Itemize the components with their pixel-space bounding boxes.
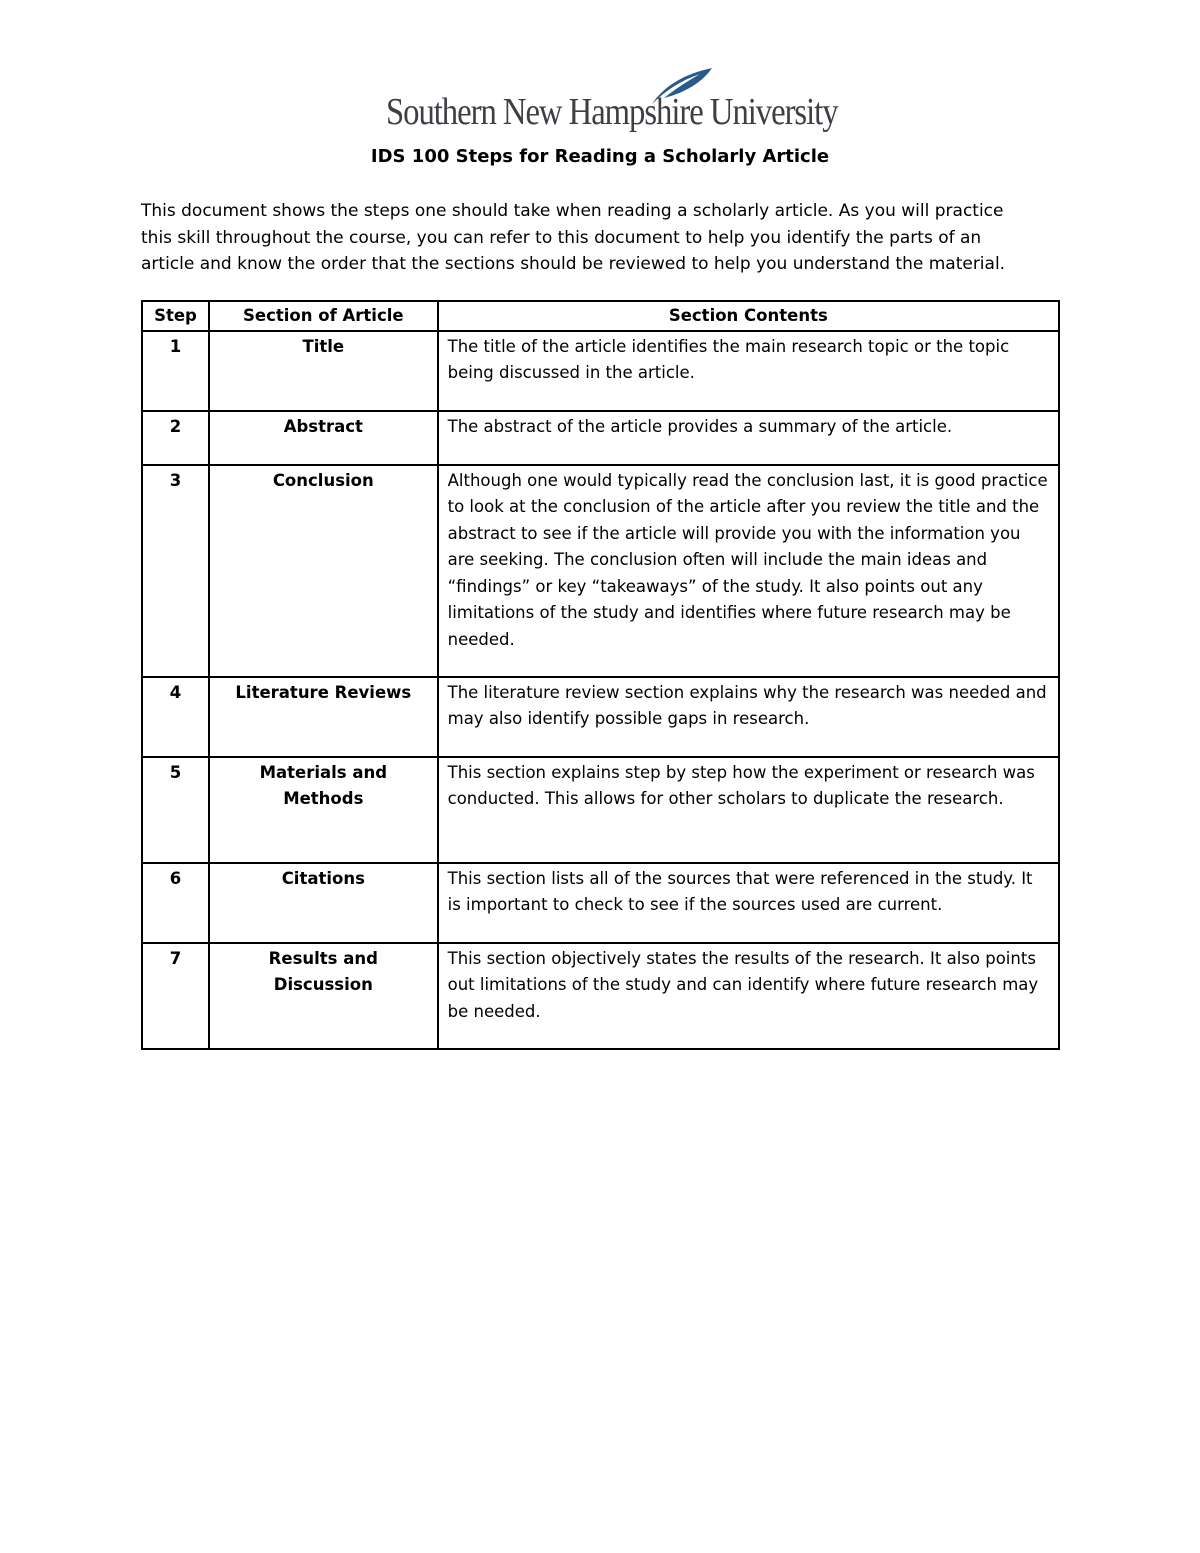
table-row bbox=[142, 757, 1059, 863]
section-contents: The literature review section explains why the research was needed and may also identify possible gaps in research. bbox=[438, 677, 1059, 757]
intro-line: this skill throughout the course, you can refer to this document to help you identify the parts of an bbox=[141, 227, 982, 248]
section-contents: This section explains step by step how the experiment or research was conducted. This allows for other scholars to duplicate the research. bbox=[438, 757, 1059, 863]
steps-table bbox=[141, 300, 1060, 1050]
table-row bbox=[142, 465, 1059, 677]
intro-line: article and know the order that the sections should be reviewed to help you understand the material. bbox=[141, 254, 1006, 275]
step-number: 3 bbox=[142, 465, 209, 677]
table-row bbox=[142, 331, 1059, 411]
section-contents: Although one would typically read the conclusion last, it is good practice to look at the conclusion of the article after you review the title and the abstract to see if the article will provide you with the information you are seeking. The conclusion often will include the main ideas and “findings” or key “takeaways” of the study. It also points out any limitations of the study and identifies where future research may be needed. bbox=[438, 465, 1059, 677]
section-contents: The abstract of the article provides a summary of the article. bbox=[438, 411, 1059, 465]
table-row bbox=[142, 411, 1059, 465]
intro-line: This document shows the steps one should take when reading a scholarly article. As you will practice bbox=[141, 201, 1004, 221]
step-number: 6 bbox=[142, 863, 209, 943]
section-name: Results and Discussion bbox=[209, 943, 438, 1049]
intro-paragraph bbox=[141, 198, 1071, 278]
section-name: Citations bbox=[209, 863, 438, 943]
step-number: 7 bbox=[142, 943, 209, 1049]
section-name: Title bbox=[209, 331, 438, 411]
step-number: 2 bbox=[142, 411, 209, 465]
step-number: 4 bbox=[142, 677, 209, 757]
step-number: 5 bbox=[142, 757, 209, 863]
section-contents: The title of the article identifies the main research topic or the topic being discussed in the article. bbox=[438, 331, 1059, 411]
section-name: Conclusion bbox=[209, 465, 438, 677]
section-contents: This section lists all of the sources that were referenced in the study. It is important to check to see if the sources used are current. bbox=[438, 863, 1059, 943]
section-contents: This section objectively states the results of the research. It also points out limitations of the study and can identify where future research may be needed. bbox=[438, 943, 1059, 1049]
table-row bbox=[142, 943, 1059, 1049]
table-row bbox=[142, 677, 1059, 757]
step-number: 1 bbox=[142, 331, 209, 411]
header-step: Step bbox=[142, 301, 209, 331]
header-contents: Section Contents bbox=[438, 301, 1059, 331]
section-name: Abstract bbox=[209, 411, 438, 465]
table-header-row bbox=[142, 301, 1059, 331]
section-name: Materials and Methods bbox=[209, 757, 438, 863]
document-title: IDS 100 Steps for Reading a Scholarly Article bbox=[370, 146, 830, 167]
header-section: Section of Article bbox=[209, 301, 438, 331]
logo-wordmark: Southern New Hampshire University bbox=[386, 91, 838, 133]
section-name: Literature Reviews bbox=[209, 677, 438, 757]
university-logo bbox=[386, 66, 838, 136]
table-row bbox=[142, 863, 1059, 943]
